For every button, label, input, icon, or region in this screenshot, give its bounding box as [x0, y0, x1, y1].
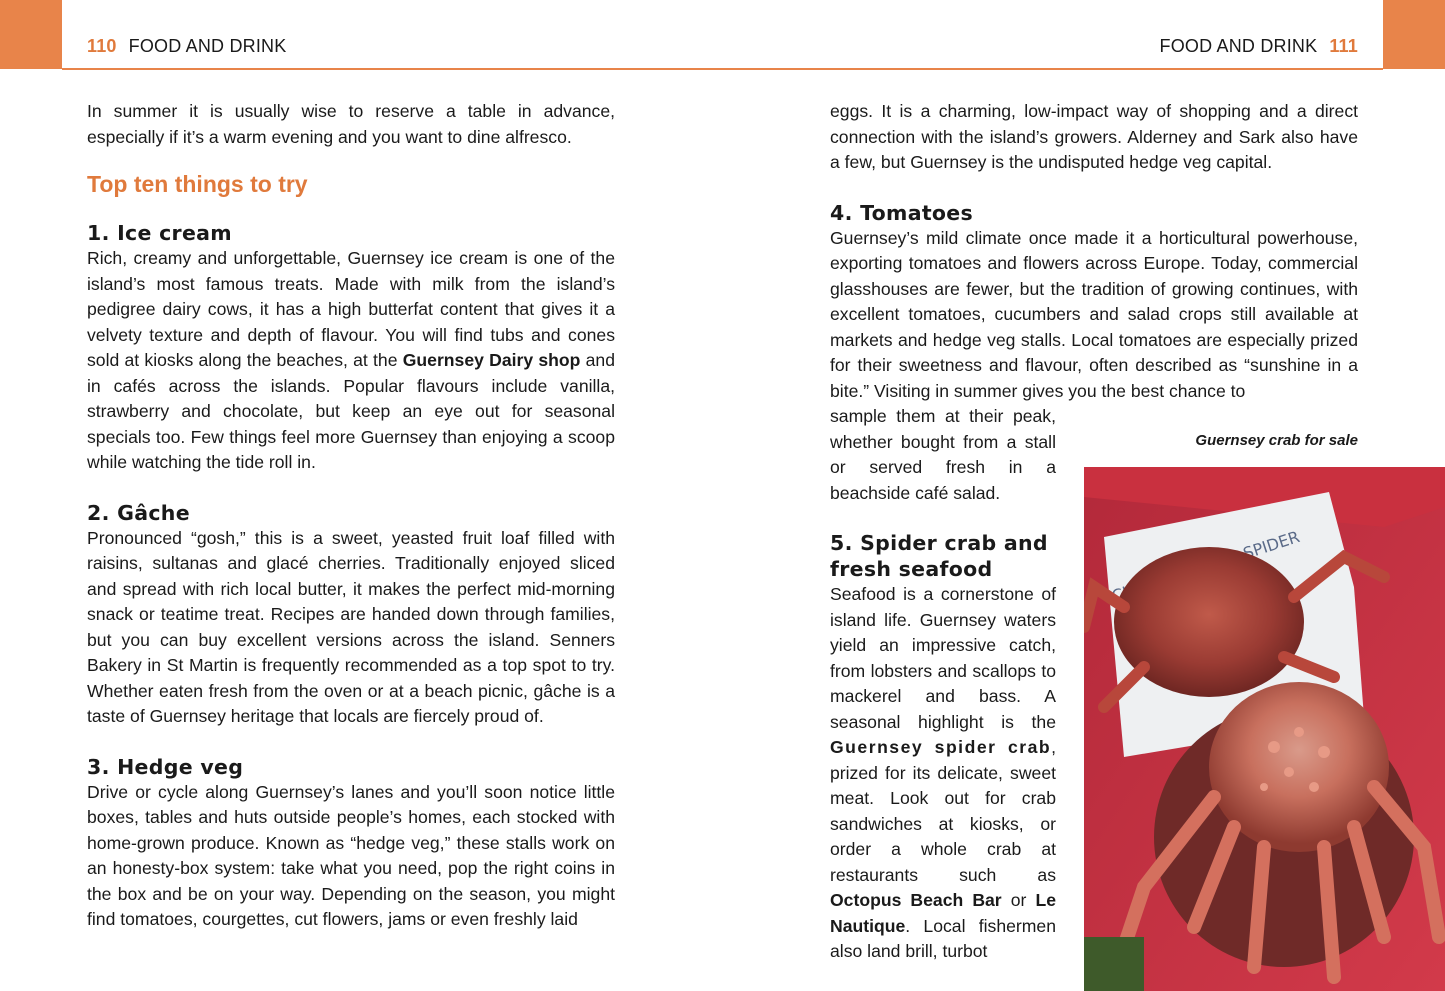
left-page-number: 110 [87, 36, 117, 56]
running-header [62, 0, 1383, 70]
right-page-number: 111 [1329, 36, 1358, 56]
price-sign-text: SPIDER [1240, 527, 1302, 564]
item-heading-gache: 2. Gâche [87, 500, 190, 525]
continuation-paragraph: eggs. It is a charming, low-impact way of shopping and a direct connection with the island’s growers. Alderney and Sark also have a few, but Guernsey is the undisputed hedge veg capital. [830, 101, 1358, 172]
item-text-spider-crab: Seafood is a cornerstone of island life. Guernsey waters yield an impressive catch, from lobsters and scallops to mackerel and bass. A seasonal highlight is the Guernsey spider crab, prized for its delicate, sweet meat. Look out for crab sandwiches at kiosks, or order a whole crab at restaurants such as Octopus Beach Bar or Le Nautique. Local fishermen also land brill, turbot [830, 584, 1056, 961]
intro-paragraph: In summer it is usually wise to reserve a table in advance, especially if it’s a warm evening and you want to dine alfresco. [87, 101, 615, 147]
left-chapter-title: FOOD AND DRINK [128, 36, 287, 56]
crab-photo [1084, 467, 1445, 991]
item-text-gache: Pronounced “gosh,” this is a sweet, yeasted fruit loaf filled with raisins, sultanas and glacé cherries. Traditionally enjoyed sliced and spread with rich local butter, it makes the perfect mid-morning snack or teatime treat. Recipes are handed down through families, but you can buy excellent versions across the island. Senners Bakery in St Martin is frequently recommended as a top spot to try. Whether eaten fresh from the oven or at a beach picnic, gâche is a taste of Guernsey heritage that locals are fiercely proud of. [87, 527, 615, 726]
item-heading-spider-crab: 5. Spider crab and fresh seafood [830, 531, 1048, 581]
item-text-tomatoes-continued: sample them at their peak, whether bought from a stall or served fresh in a beachside café salad. [830, 406, 1056, 503]
right-chapter-title: FOOD AND DRINK [1159, 36, 1318, 56]
photo-caption: Guernsey crab for sale [1195, 432, 1358, 449]
item-text-hedge-veg: Drive or cycle along Guernsey’s lanes and you’ll soon notice little boxes, tables and huts outside people’s homes, each stocked with home-grown produce. Known as “hedge veg,” these stalls work on an honesty-box system: take what you need, pop the right coins in the box and be on your way. Depending on the season, you might find tomatoes, courgettes, cut flowers, jams or even freshly laid [87, 781, 615, 929]
bold-octopus-beach-bar: Octopus Beach Bar [830, 890, 1002, 910]
bold-le-nautique: Le Nautique [830, 890, 1056, 936]
left-page-column [87, 99, 615, 933]
item-heading-hedge-veg: 3. Hedge veg [87, 754, 244, 779]
left-running-head [87, 36, 286, 57]
bold-place-name: Guernsey Dairy shop [402, 350, 581, 370]
section-title: Top ten things to try [87, 171, 308, 197]
right-running-head [1160, 36, 1358, 57]
item-heading-tomatoes: 4. Tomatoes [830, 200, 974, 225]
left-edge-tab [0, 0, 62, 69]
item-heading-ice-cream: 1. Ice cream [87, 221, 232, 245]
item-text-tomatoes: Guernsey’s mild climate once made it a horticultural powerhouse, exporting tomatoes and flowers across Europe. Today, commercial glasshouses are fewer, but the tradition of growing continues, with excellent tomatoes, cucumbers and salad crops still available at markets and hedge veg stalls. Local tomatoes are especially prized for their sweetness and flavour, often described as “sunshine in a bite.” Visiting in summer gives you the best chance to [830, 227, 1358, 401]
right-edge-tab [1383, 0, 1445, 69]
item-text-ice-cream: Rich, creamy and unforgettable, Guernsey ice cream is one of the island’s most famous treats. Made with milk from the island’s pedigree dairy cows, it has a high butterfat content that gives it a velvety texture and depth of flavour. You will find tubs and cones sold at kiosks along the beaches, at the Guernsey Dairy shop and in cafés across the islands. Popular flavours include vanilla, strawberry and chocolate, but keep an eye out for seasonal specials too. Few things feel more Guernsey than enjoying a scoop while watching the tide roll in. [87, 248, 615, 472]
bold-spider-crab: Guernsey spider crab [830, 737, 1052, 757]
